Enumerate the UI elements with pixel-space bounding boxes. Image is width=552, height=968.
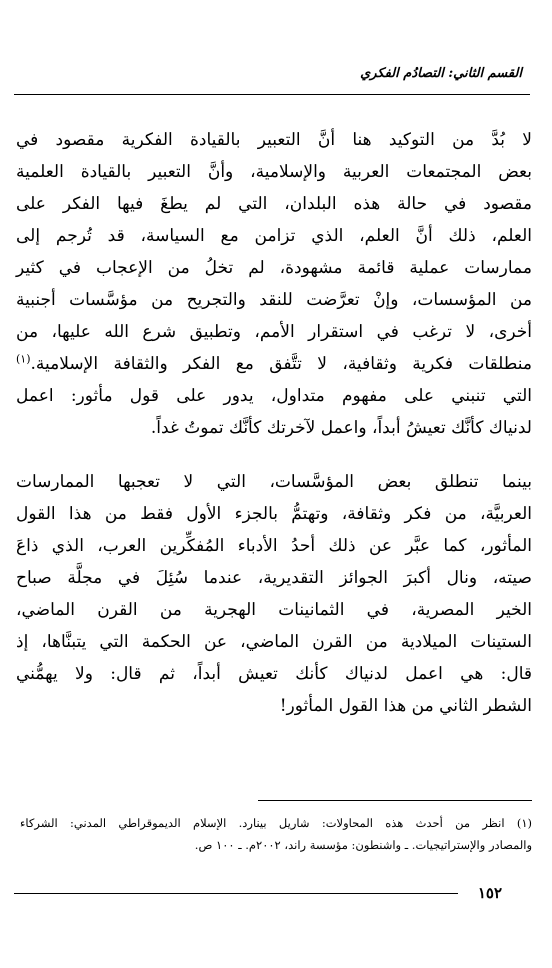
text-line: من المؤسسات، وإنْ تعرَّضت للنقد والتجريح من مؤسَّسات أجنبية (16, 290, 532, 310)
text-line: ممارسات عملية قائمة مشهودة، لم تخلُ من الإعجاب في كثير (16, 258, 532, 278)
text-line: صيته، ونال أكبرَ الجوائز التقديرية، عندما سُئِلَ في مجلَّة صباح (16, 568, 532, 588)
text-line: الستينات الميلادية من القرن الماضي، عن الحكمة التي يتبنَّاها، إذ (16, 632, 532, 652)
footnote-line: والمصادر والإستراتيجيات. ـ واشنطون: مؤسسة راند، ٢٠٠٢م. ـ ١٠٠ ص. (194, 838, 532, 852)
text-line-with-footnote (16, 348, 532, 380)
text-line: التي تنبني على مفهوم متداول، يدور على قول مأثور: اعمل (16, 386, 532, 406)
paragraph-gap (16, 444, 532, 466)
text-line: مقصود في حالة هذه البلدان، التي لم يطغَ فيها الفكر على (16, 194, 532, 214)
text-line: منطلقات فكرية وثقافية، لا تتَّفق مع الفكر والثقافة الإسلامية. (30, 354, 532, 374)
page-number: ١٥٢ (477, 884, 502, 902)
footer-divider (14, 893, 458, 894)
text-line: المأثور، كما عبَّر عن ذلك أحدُ الأدباء المُفكِّرين العرب، الذي ذاعَ (16, 536, 532, 556)
text-line: أخرى، لا ترغب في استقرار الأمم، وتطبيق شرع الله عليها، من (16, 322, 532, 342)
text-line: لا بُدَّ من التوكيد هنا أنَّ التعبير بالقيادة الفكرية مقصود في (16, 130, 532, 150)
footnote-divider (258, 800, 532, 801)
text-line: بعض المجتمعات العربية والإسلامية، وأنَّ التعبير بالقيادة العلمية (16, 162, 532, 182)
running-header: القسم الثاني: التصادُم الفكري (360, 66, 522, 81)
text-line: الشطر الثاني من هذا القول المأثور! (279, 696, 532, 716)
text-line: العلم، ذلك أنَّ العلم، الذي تزامن مع السياسة، قد تُرجم إلى (16, 226, 532, 246)
main-text (16, 124, 532, 722)
text-line: قال: هي اعمل لدنياك كأنك تعيش أبداً، ثم قال: ولا يهمُّني (16, 664, 532, 684)
text-line: الخير المصرية، في الثمانينات الهجرية من القرن الماضي، (16, 600, 532, 620)
text-line: لدنياك كأنَّك تعيشُ أبداً، واعمل لآخرتك كأنَّك تموتُ غداً. (150, 418, 532, 438)
text-line: بينما تنطلق بعض المؤسَّسات، التي لا تعجبها الممارسات (16, 472, 532, 492)
header-divider (14, 94, 530, 95)
footnote-marker: (١) (16, 352, 31, 366)
footnote-line: (١) انظر من أحدث هذه المحاولات: شاريل بينارد. الإسلام الديموقراطي المدني: الشركاء (20, 816, 532, 830)
text-line: العربيَّة، من فكر وثقافة، وتهتمُّ بالجزء الأول فقط من هذا القول (16, 504, 532, 524)
footnote (20, 812, 532, 856)
